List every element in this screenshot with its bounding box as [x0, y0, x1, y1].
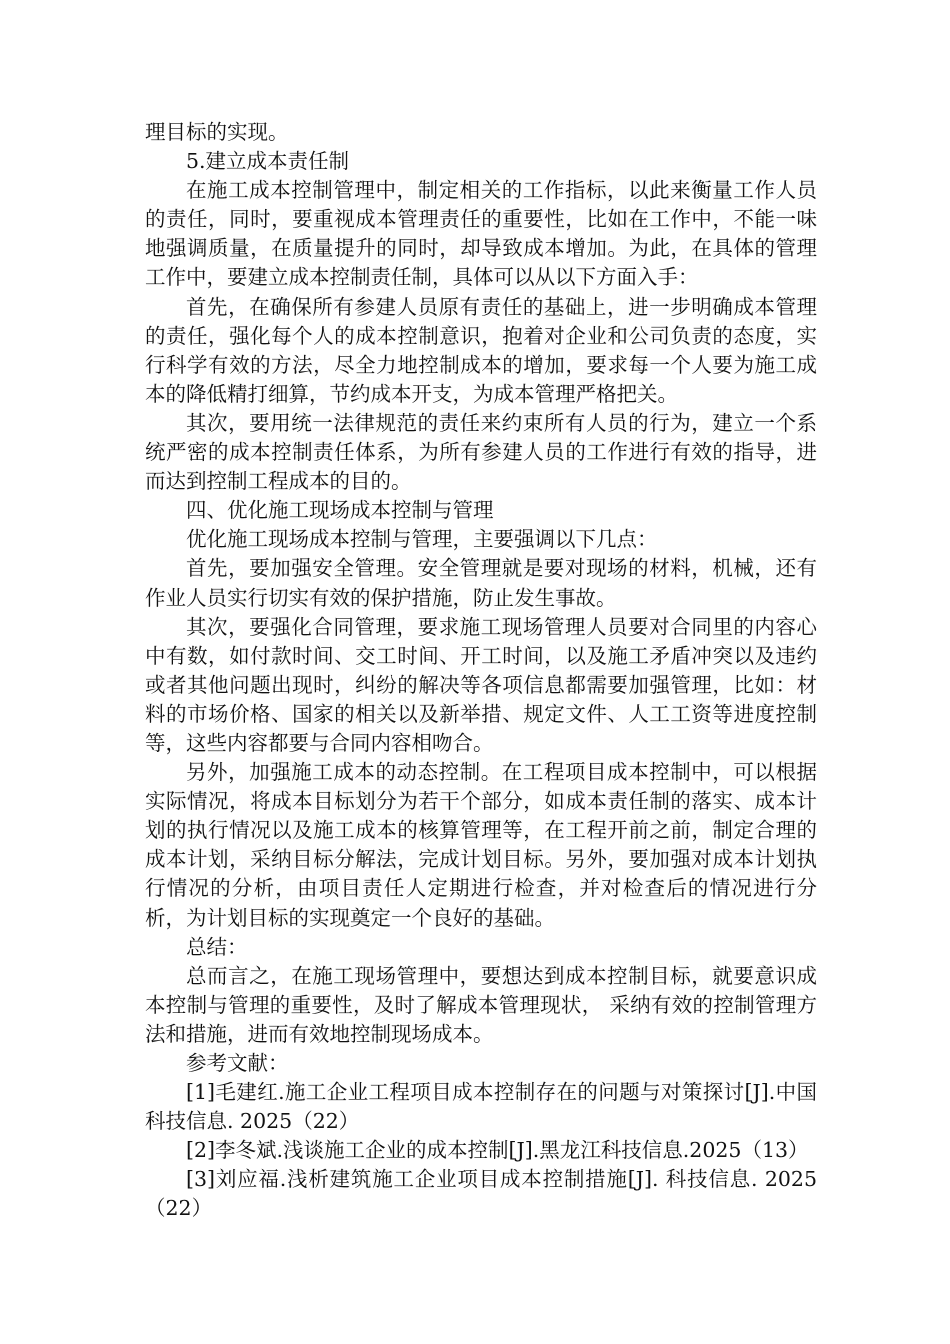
reference-item: [3]刘应福.浅析建筑施工企业项目成本控制措施[J]. 科技信息. 2025（22）	[145, 1167, 817, 1221]
paragraph: 其次，要强化合同管理，要求施工现场管理人员要对合同里的内容心中有数，如付款时间、交工时间、开工时间，以及施工矛盾冲突以及违约或者其他问题出现时，纠纷的解决等各项信息都需要加强管理，比如：材料的市场价格、国家的相关以及新举措、规定文件、人工工资等进度控制等，这些内容都要与合同内容相吻合。	[145, 614, 817, 755]
paragraph: 首先，要加强安全管理。安全管理就是要对现场的材料，机械，还有作业人员实行切实有效的保护措施，防止发生事故。	[145, 556, 817, 610]
paragraph: 首先，在确保所有参建人员原有责任的基础上，进一步明确成本管理的责任，强化每个人的成本控制意识，抱着对企业和公司负责的态度，实行科学有效的方法，尽全力地控制成本的增加，要求每一个人要为施工成本的降低精打细算，节约成本开支，为成本管理严格把关。	[145, 294, 817, 406]
section-heading-optimize-site: 四、优化施工现场成本控制与管理	[186, 498, 494, 523]
section-heading-summary: 总结：	[186, 934, 248, 959]
paragraph: 优化施工现场成本控制与管理，主要强调以下几点：	[186, 527, 658, 552]
document-body	[145, 118, 817, 1224]
paragraph: 在施工成本控制管理中，制定相关的工作指标，以此来衡量工作人员的责任，同时，要重视成本管理责任的重要性，比如在工作中，不能一味地强调质量，在质量提升的同时，却导致成本增加。为此，在具体的管理工作中，要建立成本控制责任制，具体可以从以下方面入手：	[145, 178, 817, 290]
reference-item: [1]毛建红.施工企业工程项目成本控制存在的问题与对策探讨[J].中国科技信息. 2025（22）	[145, 1080, 817, 1134]
section-heading-references: 参考文献：	[186, 1051, 289, 1075]
paragraph: 其次，要用统一法律规范的责任来约束所有人员的行为，建立一个系统严密的成本控制责任体系，为所有参建人员的工作进行有效的指导，进而达到控制工程成本的目的。	[145, 410, 817, 494]
paragraph: 另外，加强施工成本的动态控制。在工程项目成本控制中，可以根据实际情况，将成本目标划分为若干个部分，如成本责任制的落实、成本计划的执行情况以及施工成本的核算管理等，在工程开前之前，制定合理的成本计划，采纳目标分解法，完成计划目标。另外，要加强对成本计划执行情况的分析，由项目责任人定期进行检查，并对检查后的情况进行分析，为计划目标的实现奠定一个良好的基础。	[145, 760, 817, 930]
paragraph: 总而言之，在施工现场管理中，要想达到成本控制目标，就要意识成本控制与管理的重要性，及时了解成本管理现状， 采纳有效的控制管理方法和措施，进而有效地控制现场成本。	[145, 963, 817, 1046]
section-heading-cost-responsibility: 5.建立成本责任制	[186, 149, 350, 174]
paragraph-continuation: 理目标的实现。	[145, 120, 289, 144]
reference-item: [2]李冬斌.浅谈施工企业的成本控制[J].黑龙江科技信息.2025（13）	[186, 1138, 809, 1163]
